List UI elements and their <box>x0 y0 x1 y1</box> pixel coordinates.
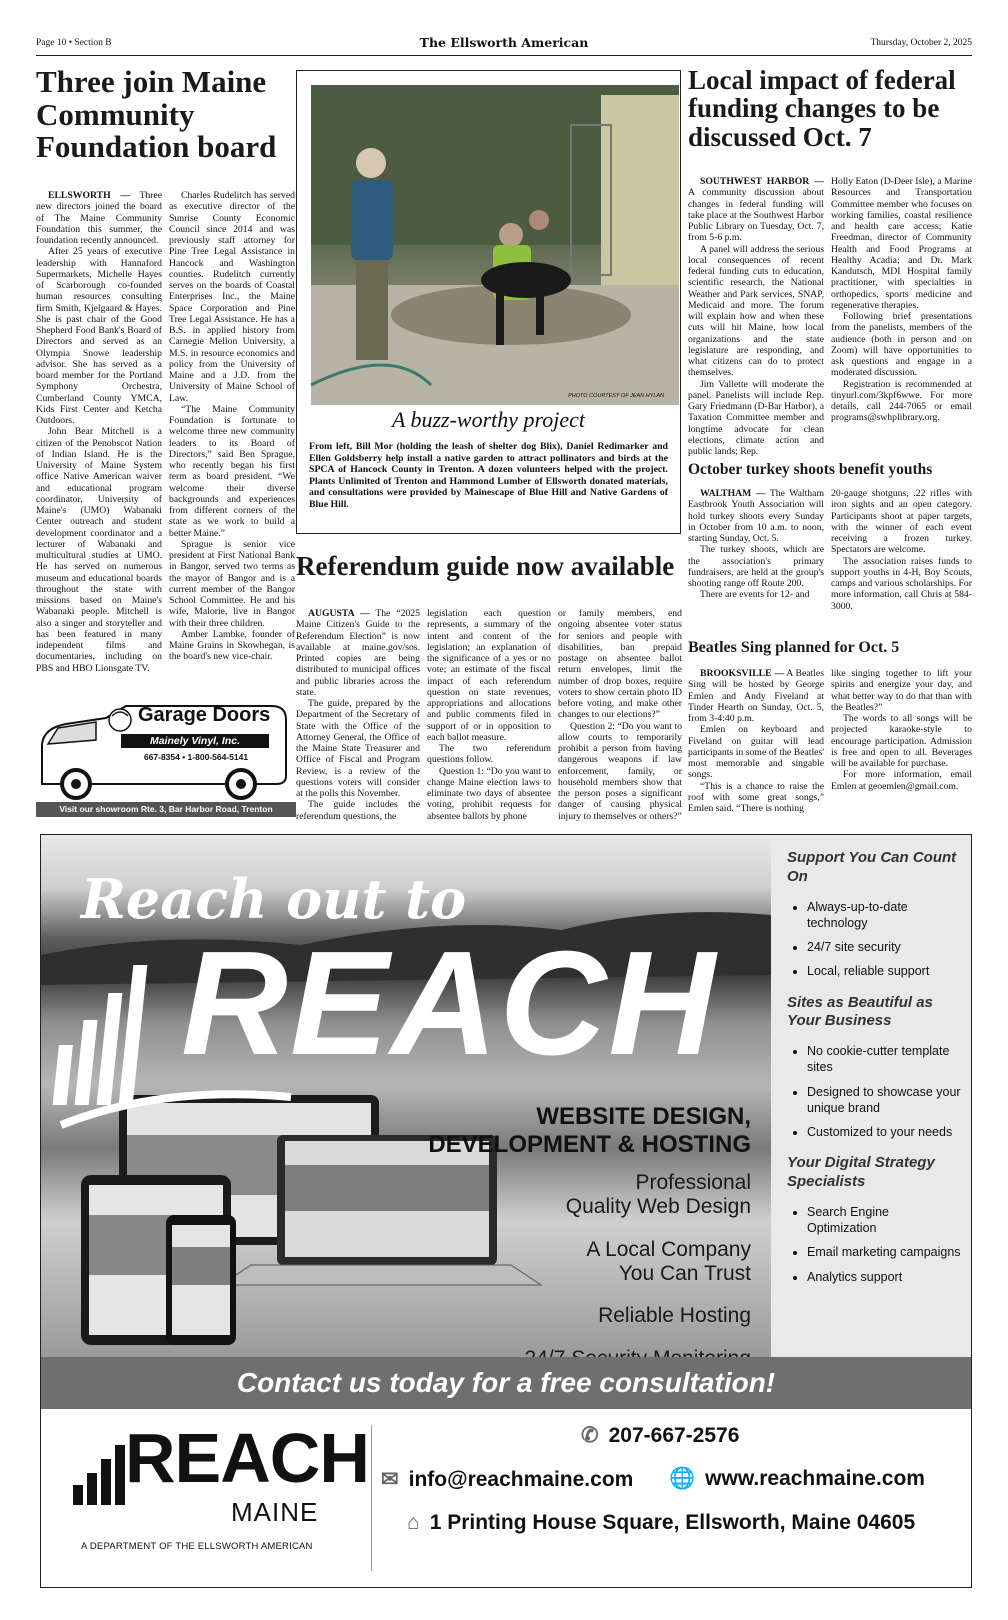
story2-headline: Referendum guide now available <box>296 551 675 581</box>
story4-dateline: WALTHAM — <box>700 488 766 499</box>
reach-address-text: 1 Printing House Square, Ellsworth, Maine 04605 <box>429 1511 916 1534</box>
garage-ad-footer: Visit our showroom Rte. 3, Bar Harbor Road, Trenton <box>36 802 296 817</box>
garage-ad-phones: 667-8354 • 1-800-564-5141 <box>143 752 249 762</box>
garden-photo-scene <box>311 85 679 405</box>
story3-para: Holly Eaton (D-Deer Isle), a Marine Resources and Transportation Committee member who focuses on working families, coastal resilience and health care access; Katie Freedman, director of Community Health and Food Programs at Healthy Acadia; and Dr. Mark Kandutsch, MDI Hospital family practitioner, with specialties in orthopedics, sports medicine and regenerative therapies. <box>831 176 972 311</box>
story1-col1 <box>36 190 162 690</box>
story5-para: “This is a chance to raise the roof with some great songs,” Emlen said. “There is nothing <box>688 780 824 814</box>
photo-credit: PHOTO COURTESY OF JEAN HYLAN <box>568 393 664 399</box>
reach-advertisement[interactable] <box>40 834 972 1588</box>
story3-para: Jim Vallette will moderate the panel. Panelists will include Rep. Gary Friedmann (D-Bar Harbor), a Taxation Committee member and longtime advocate for clean elections, climate action and public lands; Rep. <box>688 378 824 457</box>
story1-para: After 25 years of executive leadership with Hannaford Supermarkets, Michelle Hayes of Scarborough co-founded human resources consulting firm Smith, Kjelgaard & Hayes. She is past chair of the Good Shepherd Food Bank's Board of Directors and served as an Olympia Snowe leadership advisor. She has served as a board member for the Portland Symphony Orchestra, Cumberland County YMCA, Kids First Center and Ketcha Outdoors. <box>36 246 162 426</box>
photo-caption: From left, Bill Mor (holding the leash of shelter dog Blix), Daniel Redimarker and Ellen Goldsberry help install a native garden to attract pollinators and birds at the SPCA of Hancock County in Trenton. A dozen volunteers helped with the project. Plants Unlimited of Trenton and Hammond Lumber of Ellsworth donated materials, and consultations were provided by Mainescape of Blue Hill and Native Gardens of Blue Hill. <box>309 441 668 510</box>
sidebar-item: • Email marketing campaigns <box>807 1244 961 1260</box>
reach-tagline: Quality Web Design <box>565 1195 751 1219</box>
sidebar-item: • Analytics support <box>807 1269 961 1285</box>
story3-dateline: SOUTHWEST HARBOR — <box>700 176 824 187</box>
sidebar-heading: Your Digital Strategy Specialists <box>787 1154 935 1190</box>
reach-service-headline <box>428 1103 751 1158</box>
issue-date: Thursday, October 2, 2025 <box>870 38 972 48</box>
story2-dateline: AUGUSTA — <box>308 608 370 619</box>
garage-doors-ad[interactable] <box>36 704 296 818</box>
story5-para: like singing together to lift your spirits and energize your day, and what better way to do that than with the Beatles?” <box>831 668 972 713</box>
story4-col2 <box>831 488 972 618</box>
home-icon: ⌂ <box>407 1511 420 1534</box>
sidebar-item: • No cookie-cutter template sites <box>807 1043 961 1076</box>
story2-para: The guide includes the referendum questions, the <box>296 799 420 822</box>
story4-para: The Waltham Eastbrook Youth Association will hold turkey shoots every Sunday in October from 10 a.m. to noon, starting Sunday, Oct. 5. <box>688 488 824 544</box>
contact-divider <box>371 1425 372 1571</box>
story3-para: Following brief presentations from the panelists, members of the audience (both in person and on Zoom) will have opportunities to ask questions and engage in a moderated discussion. <box>831 311 972 379</box>
story2-col3 <box>558 608 682 822</box>
reach-email[interactable] <box>381 1467 633 1492</box>
reach-website-url: www.reachmaine.com <box>705 1467 925 1490</box>
reach-email-address: info@reachmaine.com <box>408 1468 634 1491</box>
reach-address <box>407 1511 915 1535</box>
sidebar-heading: Support You Can Count On <box>787 849 957 885</box>
sidebar-item: • Local, reliable support <box>807 963 961 979</box>
globe-icon: 🌐 <box>669 1467 696 1490</box>
story2-para: The two referendum questions follow. <box>427 743 551 766</box>
reach-tagline: A Local Company <box>586 1237 751 1261</box>
reach-logo-main: REACH <box>125 1419 369 1497</box>
story1-para: Charles Rudelitch has served as executive director of the Sunrise County Economic Council since 2014 and was previously staff attorney for Pine Tree Legal Assistance in Hancock and Washington counties. Rudelitch currently serves on the boards of Coastal Enterprises Inc., the Maine Space Corporation and Pine Tree Legal Assistance. He has a B.S. in applied history from Carnegie Mellon University, a M.S. in resource economics and policy from the University of Maine and a J.D. from the University of Maine School of Law. <box>169 190 295 404</box>
story1-headline: Three join Maine Community Foundation board <box>36 64 277 165</box>
story1-para: Sprague is senior vice president at First National Bank in Bangor, served two terms as the mayor of Bangor and is a current member of the Bangor School Committee. He and his wife, Malorie, live in Bangor with their three children. <box>169 538 295 629</box>
story1-para: “The Maine Community Foundation is fortunate to welcome three new community leaders to its Board of Directors,” said Ben Sprague, who recently began his first term as board president. “We welcome their diverse backgrounds and experiences from different corners of the state as we work to build a better Maine.” <box>169 403 295 539</box>
reach-taglines <box>525 1171 751 1371</box>
reach-website[interactable] <box>669 1467 925 1491</box>
sidebar-heading: Sites as Beautiful as Your Business <box>787 993 933 1030</box>
story1-para: John Bear Mitchell is a citizen of the Penobscot Nation of Indian Island. He is the University of Maine System office Native American waiver and educational program coordinator, University of Maine's (UMO) Wabanaki Center outreach and student development coordinator and a lecturer of Wabanaki and multicultural studies at UMO. He has served on numerous museum and educational boards throughout the state with missions based on Maine's Wabanaki people. Mitchell is also a singer and storyteller and has been featured in many independent films and documentaries, including on PBS and HBO Lionsgate TV. <box>36 426 162 674</box>
story2-para: Question 1: “Do you want to change Maine election laws to eliminate two days of absentee voting, prohibit requests for absentee ballots by phone <box>427 765 551 822</box>
story2-col2 <box>427 608 551 822</box>
story5-col2 <box>831 668 972 800</box>
email-icon: ✉ <box>381 1468 399 1491</box>
reach-big-title: REACH <box>181 921 718 1086</box>
page-header <box>36 34 972 56</box>
sidebar-item: • Designed to showcase your unique brand <box>807 1084 961 1117</box>
reach-ad-hero-image <box>41 835 771 1357</box>
story4-col1 <box>688 488 824 618</box>
garage-ad-brand: Mainely Vinyl, Inc. <box>121 734 269 748</box>
sidebar-item: • Always-up-to-date technology <box>807 899 961 932</box>
reach-benefits-sidebar <box>771 835 971 1357</box>
reach-headline-line1: WEBSITE DESIGN, <box>536 1103 751 1130</box>
story3-headline: Local impact of federal funding changes to be discussed Oct. 7 <box>688 65 956 152</box>
story3-para: Registration is recommended at tinyurl.com/3kpf6wwe. For more details, call 244-7065 or email programs@swhplibrary.org. <box>831 378 972 424</box>
story4-headline: October turkey shoots benefit youths <box>688 461 933 478</box>
masthead-title: The Ellsworth American <box>419 35 589 50</box>
sidebar-list <box>807 899 961 980</box>
story5-para: Emlen on keyboard and Fiveland on guitar will lead participants in some of the Beatles' most memorable and singable songs. <box>688 724 824 781</box>
reach-cta-banner[interactable]: Contact us today for a free consultation! <box>41 1357 971 1409</box>
reach-tagline: You Can Trust <box>618 1262 751 1286</box>
story1-para: Three new directors joined the board of The Maine Community Foundation this summer, the foundation recently announced. <box>36 190 162 246</box>
story3-col2 <box>831 176 972 448</box>
reach-tagline: Reliable Hosting <box>598 1304 751 1328</box>
story5-para: The words to all songs will be projected karaoke-style to encourage participation. Admission is free and open to all. Beverages will be available for purchase. <box>831 713 972 769</box>
story5-para: For more information, email Emlen at geoemlen@gmail.com. <box>831 769 972 792</box>
reach-headline-line2: DEVELOPMENT & HOSTING <box>428 1130 751 1158</box>
sidebar-item: • 24/7 site security <box>807 939 961 955</box>
story5-para: A Beatles Sing will be hosted by George Emlen and Andy Fiveland at Tinder Hearth on Sunday, Oct. 5, from 3-4:40 p.m. <box>688 668 824 724</box>
reach-logo-sub: MAINE <box>231 1497 319 1527</box>
story4-para: The association raises funds to support youths in 4-H, Boy Scouts, camps and various scholarships. For more information, call Chris at 584-3000. <box>831 555 972 612</box>
reach-phone-number: 207-667-2576 <box>608 1424 740 1447</box>
story2-para: or family members, end ongoing absentee voter status for seniors and people with disabilities, ban prepaid postage on absentee ballot return envelopes, limit the number of drop boxes, require voters to show certain photo ID before voting, and make other changes to our elections?” <box>558 608 682 721</box>
story4-para: There are events for 12- and <box>700 589 810 601</box>
story5-dateline: BROOKSVILLE — <box>700 668 785 679</box>
story2-para: Question 2: “Do you want to allow courts to temporarily prohibit a person from having dangerous weapons if law enforcement, family, or household members show that the person poses a significant danger of causing physical injury to themselves or others?” <box>558 720 682 822</box>
sidebar-list <box>807 1204 961 1285</box>
story2-col1 <box>296 608 420 822</box>
story3-para: A panel will address the serious local consequences of recent federal funding cuts to education, scientific research, the National Weather and Park services, SNAP, Medicaid and more. The forum will explain how and when these cuts will hit Maine, how local organizations and the state legislature are responding, and what citizens can do to protect themselves. <box>688 243 824 379</box>
story3-para: A community discussion about changes in federal funding will take place at the Southwest Harbor Public Library on Tuesday, Oct. 7, from 5-6 p.m. <box>688 187 824 244</box>
story2-para: The “2025 Maine Citizen's Guide to the Referendum Election” is now available at maine.gov/sos. Printed copies are being distributed to municipal offices and public libraries across the state. <box>296 608 420 698</box>
story1-dateline: ELLSWORTH — <box>48 190 130 201</box>
reach-logo <box>41 1409 371 1587</box>
reach-logo-tagline: A DEPARTMENT OF THE ELLSWORTH AMERICAN <box>81 1541 313 1552</box>
reach-phone[interactable] <box>581 1423 739 1448</box>
story4-para: The turkey shoots, which are the association's primary fundraisers, are held at the group's shooting range off Route 200. <box>688 544 824 589</box>
story2-para: legislation each question represents, a summary of the intent and content of the legislation; an explanation of the significance of a yes or no vote; an estimate of the fiscal impact of each referendum question on state revenues, appropriations and allocations and public comments filed in support of or in opposition to each ballot measure. <box>427 608 551 743</box>
garage-ad-title: Garage Doors <box>138 704 271 726</box>
reach-script-title: Reach out to <box>81 867 467 931</box>
story4-para: 20-gauge shotguns, .22 rifles with iron sights and an open category. Participants shoot at paper targets, with the winner of each event receiving a frozen turkey. Spectators are welcome. <box>831 488 972 556</box>
story1-col2 <box>169 190 295 663</box>
sidebar-list <box>807 1043 961 1140</box>
garden-photo <box>311 85 679 405</box>
story3-col1 <box>688 176 824 457</box>
reach-tagline: Professional <box>635 1171 751 1194</box>
phone-icon: ✆ <box>581 1424 599 1447</box>
photo-feature-title: A buzz-worthy project <box>391 407 586 432</box>
sidebar-item: • Search Engine Optimization <box>807 1204 961 1237</box>
photo-feature-box <box>296 70 681 534</box>
story5-headline: Beatles Sing planned for Oct. 5 <box>688 639 900 656</box>
sidebar-item: • Customized to your needs <box>807 1124 961 1140</box>
story5-col1 <box>688 668 824 814</box>
story1-para: Amber Lambke, founder of Maine Grains in Skowhegan, is the board's new vice-chair. <box>169 628 295 663</box>
story2-para: The guide, prepared by the Department of the Secretary of State with the Office of the Attorney General, the Office of the Maine State Treasurer and Office of Fiscal and Program Review, is a review of the questions voters will consider at the polls this November. <box>296 698 420 799</box>
page-section-label: Page 10 • Section B <box>36 38 112 48</box>
